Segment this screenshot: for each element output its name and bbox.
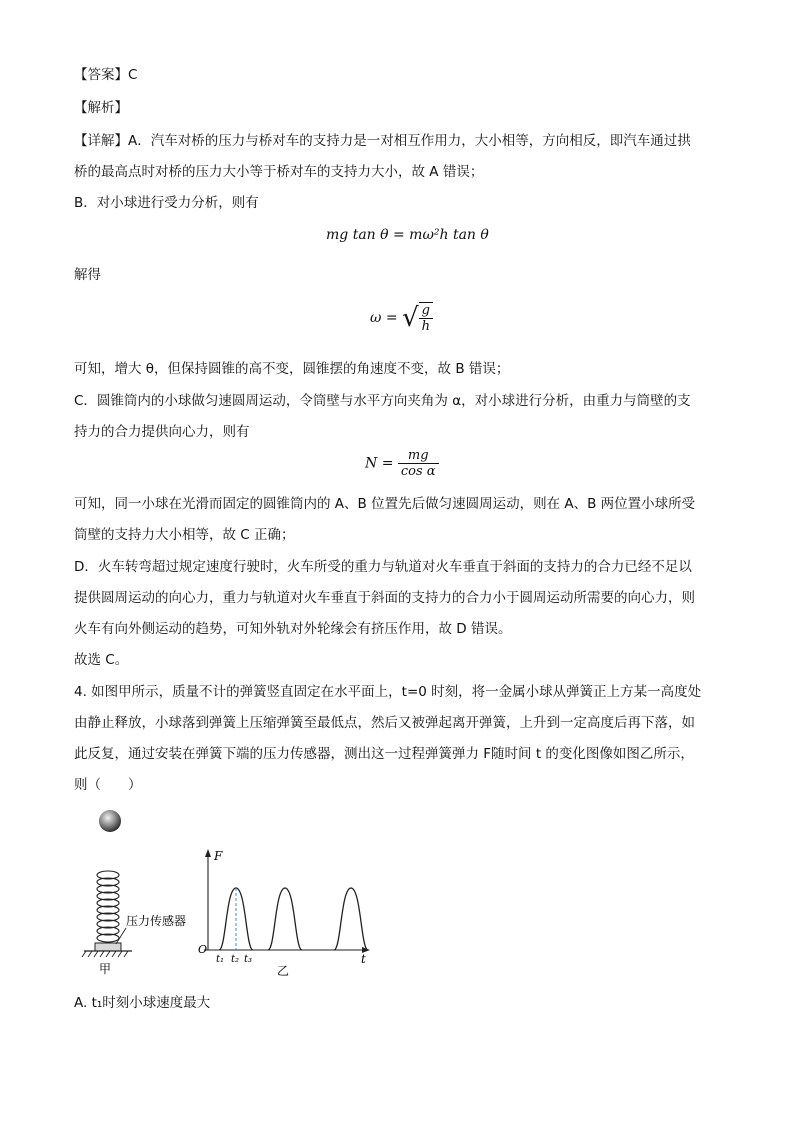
detail-c-line-2: 持力的合力提供向心力，则有 <box>74 424 250 440</box>
detail-d-line-3: 火车有向外侧运动的趋势，可知外轨对外轮缘会有挤压作用，故 D 错误。 <box>74 621 512 637</box>
spring <box>97 871 119 942</box>
axis-t-label: t <box>361 952 366 966</box>
figure-jia-label: 甲 <box>99 962 112 976</box>
analysis-heading: 【解析】 <box>74 100 128 116</box>
detail-c-line-4: 筒壁的支持力大小相等，故 C 正确； <box>74 527 295 543</box>
detail-c-line-1: C．圆锥筒内的小球做匀速圆周运动，令筒壁与水平方向夹角为 α，对小球进行分析，由重力与筒壁的支 <box>74 393 691 409</box>
equation-normal-numerator: mg <box>398 448 439 464</box>
question-4-line-1: 4. 如图甲所示，质量不计的弹簧竖直固定在水平面上，t=0 时刻，将一金属小球从弹簧正上方某一高度处 <box>74 684 702 700</box>
detail-c-line-3: 可知，同一小球在光滑而固定的圆锥筒内的 A、B 位置先后做匀速圆周运动，则在 A、B 两位置小球所受 <box>74 496 696 512</box>
equation-normal-denominator: cos α <box>400 464 436 479</box>
equation-omega-denominator: h <box>421 319 431 334</box>
answer-line: 【答案】C <box>74 67 138 83</box>
figure-spring-and-graph <box>78 805 398 985</box>
pressure-sensor-block <box>95 943 121 951</box>
equation-force-balance: mg tan θ = mω²h tan θ <box>326 227 489 243</box>
question-4-line-2: 由静止释放，小球落到弹簧上压缩弹簧至最低点，然后又被弹起离开弹簧，上升到一定高度后再下落，如 <box>74 715 695 731</box>
equation-omega-lhs: ω = <box>370 310 398 326</box>
axis-origin-label: O <box>198 943 208 956</box>
solve-label: 解得 <box>74 267 101 283</box>
equation-normal-force <box>365 448 439 479</box>
axis-f-label: F <box>214 849 223 863</box>
choose-line: 故选 C。 <box>74 652 129 668</box>
tick-t3: t₃ <box>244 954 253 965</box>
equation-omega: ω = √ $\frac{g}{h}$ <box>370 302 433 334</box>
ground-hatching <box>82 951 128 957</box>
force-pulse-3 <box>334 888 368 950</box>
detail-a-line-2: 桥的最高点时对桥的压力大小等于桥对车的支持力大小，故 A 错误； <box>74 164 484 180</box>
equation-omega-numerator: g <box>419 303 433 319</box>
figure-yi-label: 乙 <box>277 964 290 978</box>
sensor-label: 压力传感器 <box>126 914 187 928</box>
equation-normal-lhs: N = <box>365 455 394 472</box>
tick-t2: t₂ <box>231 954 240 965</box>
option-a: A. t₁时刻小球速度最大 <box>74 995 211 1011</box>
metal-ball <box>99 810 121 832</box>
detail-b-line-2: 可知，增大 θ，但保持圆锥的高不变，圆锥摆的角速度不变，故 B 错误； <box>74 361 510 377</box>
detail-a-line-1: 【详解】A．汽车对桥的压力与桥对车的支持力是一对相互作用力，大小相等，方向相反，即汽车通过拱 <box>74 133 691 149</box>
detail-d-line-2: 提供圆周运动的向心力，重力与轨道对火车垂直于斜面的支持力的合力小于圆周运动所需要的向心力，则 <box>74 590 695 606</box>
detail-d-line-1: D．火车转弯超过规定速度行驶时，火车所受的重力与轨道对火车垂直于斜面的支持力的合力已经不足以 <box>74 559 692 575</box>
question-4-line-3: 此反复，通过安装在弹簧下端的压力传感器，测出这一过程弹簧弹力 F随时间 t 的变化图像如图乙所示， <box>74 746 694 762</box>
tick-t1: t₁ <box>216 954 225 965</box>
detail-b-line-1: B．对小球进行受力分析，则有 <box>74 195 259 211</box>
force-pulse-2 <box>268 888 302 950</box>
question-4-line-4: 则（ ） <box>74 777 142 793</box>
